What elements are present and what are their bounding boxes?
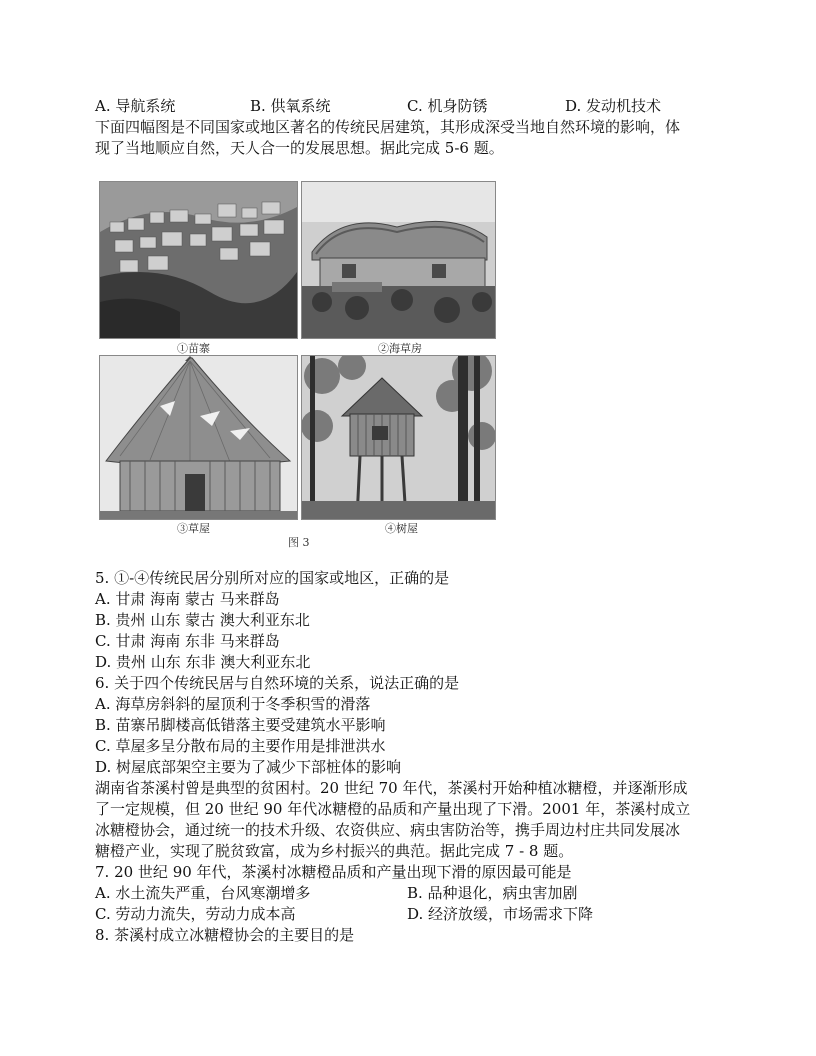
q7-options-row-2 <box>95 904 735 925</box>
q6-option-a: A. 海草房斜斜的屋顶利于冬季积雪的滑落 <box>95 695 371 713</box>
miao-village-image <box>100 182 297 338</box>
q6-stem: 6. 关于四个传统民居与自然环境的关系，说法正确的是 <box>95 674 460 692</box>
tree-house-image <box>302 356 495 519</box>
caption-1: ①苗寨 <box>177 342 210 355</box>
photo-tree-house <box>301 355 496 520</box>
option-c: C. 机身防锈 <box>407 97 488 115</box>
q7-options-row-1 <box>95 883 735 904</box>
q6-option-b: B. 苗寨吊脚楼高低错落主要受建筑水平影响 <box>95 716 386 734</box>
q6-option-c: C. 草屋多呈分散布局的主要作用是排泄洪水 <box>95 737 386 755</box>
option-d: D. 发动机技术 <box>565 97 662 115</box>
q5-option-d: D. 贵州 山东 东非 澳大利亚东北 <box>95 653 311 671</box>
photo-grass-hut <box>99 355 298 520</box>
caption-2: ②海草房 <box>378 342 422 355</box>
photo-miao-village <box>99 181 298 339</box>
intro-5-6-line-1: 下面四幅图是不同国家或地区著名的传统民居建筑，其形成深受当地自然环境的影响，体 <box>95 118 681 136</box>
q8-stem: 8. 茶溪村成立冰糖橙协会的主要目的是 <box>95 926 355 944</box>
q5-option-b: B. 贵州 山东 蒙古 澳大利亚东北 <box>95 611 310 629</box>
q7-option-d: D. 经济放缓，市场需求下降 <box>407 905 594 923</box>
q6-option-d: D. 树屋底部架空主要为了减少下部桩体的影响 <box>95 758 402 776</box>
q7-option-b: B. 品种退化，病虫害加剧 <box>407 884 578 902</box>
q5-option-a: A. 甘肃 海南 蒙古 马来群岛 <box>95 590 280 608</box>
q5-stem: 5. ①-④传统民居分别所对应的国家或地区，正确的是 <box>95 569 450 587</box>
caption-4: ④树屋 <box>385 522 418 535</box>
caption-3: ③草屋 <box>177 522 210 535</box>
intro-7-8-line-4: 糖橙产业，实现了脱贫致富，成为乡村振兴的典范。据此完成 7 - 8 题。 <box>95 842 574 860</box>
option-b: B. 供氧系统 <box>250 97 331 115</box>
q5-option-c: C. 甘肃 海南 东非 马来群岛 <box>95 632 280 650</box>
q7-option-c: C. 劳动力流失，劳动力成本高 <box>95 905 296 923</box>
figure-label: 图 3 <box>288 536 310 549</box>
photo-seaweed-house <box>301 181 496 339</box>
intro-7-8-line-2: 了一定规模，但 20 世纪 90 年代冰糖橙的品质和产量出现了下滑。2001 年，茶溪村成立 <box>95 800 691 818</box>
q7-option-a: A. 水土流失严重，台风寒潮增多 <box>95 884 311 902</box>
seaweed-house-image <box>302 182 495 338</box>
q7-stem: 7. 20 世纪 90 年代，茶溪村冰糖橙品质和产量出现下滑的原因最可能是 <box>95 863 572 881</box>
intro-7-8-line-3: 冰糖橙协会，通过统一的技术升级、农资供应、病虫害防治等，携手周边村庄共同发展冰 <box>95 821 681 839</box>
intro-7-8-line-1: 湖南省茶溪村曾是典型的贫困村。20 世纪 70 年代，茶溪村开始种植冰糖橙，并逐渐形成 <box>95 779 688 797</box>
intro-5-6-line-2: 现了当地顺应自然，天人合一的发展思想。据此完成 5-6 题。 <box>95 139 504 157</box>
option-a: A. 导航系统 <box>95 97 176 115</box>
grass-hut-image <box>100 356 297 519</box>
